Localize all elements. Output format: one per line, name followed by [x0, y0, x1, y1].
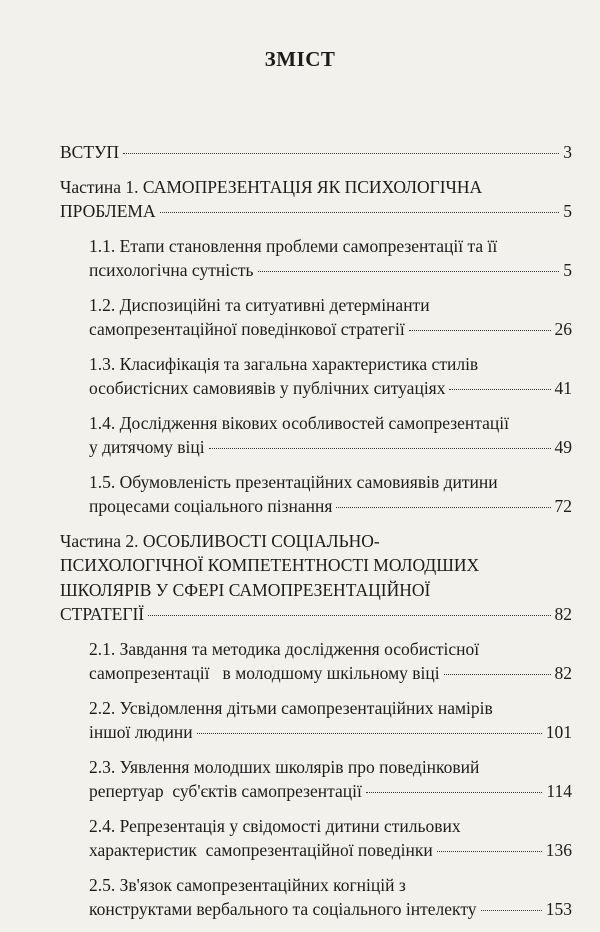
- toc-entry-part-1[interactable]: [60, 175, 572, 224]
- toc-entry-line: ПСИХОЛОГІЧНОЇ КОМПЕТЕНТНОСТІ МОЛОДШИХ: [60, 555, 480, 575]
- toc-entry-label: самопрезентації в молодшому шкільному віці: [89, 663, 440, 683]
- toc-entry-1-3[interactable]: [89, 352, 572, 401]
- toc-entry-2-4[interactable]: [89, 814, 572, 863]
- toc-entry-label: репертуар суб'єктів самопрезентації: [89, 781, 362, 801]
- toc-entry-1-4[interactable]: [89, 411, 572, 460]
- toc-page-number: 114: [546, 781, 572, 801]
- toc-entry-label: особистісних самовиявів у публічних ситуаціях: [89, 378, 446, 398]
- dot-leader: [258, 271, 560, 272]
- toc-entry-label: психологічна сутність: [89, 260, 254, 280]
- toc-page-number: 101: [545, 722, 572, 742]
- toc-entry-label: ПРОБЛЕМА: [60, 201, 156, 221]
- toc-entry-line: Частина 1. САМОПРЕЗЕНТАЦІЯ ЯК ПСИХОЛОГІЧНА: [60, 176, 483, 197]
- dot-leader: [336, 507, 550, 508]
- toc-page-number: 136: [545, 840, 572, 860]
- toc-entry-1-2[interactable]: [89, 293, 572, 342]
- dot-leader: [160, 212, 560, 213]
- toc-entry-2-1[interactable]: [89, 637, 572, 686]
- toc-page-number: 5: [563, 260, 572, 280]
- dot-leader: [197, 733, 542, 734]
- table-of-contents: [60, 140, 572, 932]
- toc-entry-part-2[interactable]: [60, 529, 572, 627]
- dot-leader: [366, 792, 543, 793]
- toc-entry-label: самопрезентаційної поведінкової стратегії: [89, 319, 405, 339]
- toc-entry-line: Частина 2. ОСОБЛИВОСТІ СОЦІАЛЬНО-: [60, 530, 380, 551]
- toc-entry-line: 2.1. Завдання та методика дослідження особистісної: [89, 638, 480, 659]
- toc-entry-label: характеристик самопрезентаційної поведінки: [89, 840, 433, 860]
- toc-entry-line: 2.5. Зв'язок самопрезентаційних когніцій з: [89, 874, 406, 895]
- toc-page-number: 82: [554, 604, 572, 624]
- toc-entry-label: конструктами вербального та соціального інтелекту: [89, 899, 477, 919]
- toc-entry-line: 2.3. Уявлення молодших школярів про поведінковий: [89, 756, 480, 777]
- toc-entry-line: 1.5. Обумовленість презентаційних самовиявів дитини: [89, 471, 498, 492]
- dot-leader: [209, 448, 551, 449]
- toc-entry-1-1[interactable]: [89, 234, 572, 283]
- toc-entry-line: 1.4. Дослідження вікових особливостей самопрезентації: [89, 412, 509, 433]
- dot-leader: [481, 910, 542, 911]
- toc-entry-line: ШКОЛЯРІВ У СФЕРІ САМОПРЕЗЕНТАЦІЙНОЇ: [60, 579, 431, 600]
- toc-page-number: 5: [563, 201, 572, 221]
- toc-entry-line: 2.2. Усвідомлення дітьми самопрезентаційних намірів: [89, 697, 493, 718]
- dot-leader: [148, 615, 550, 616]
- toc-entry-line: 1.2. Диспозиційні та ситуативні детермінанти: [89, 294, 430, 315]
- toc-page-number: 153: [545, 899, 572, 919]
- toc-entry-line: 1.1. Етапи становлення проблеми самопрезентації та її: [89, 235, 498, 256]
- toc-page-number: 26: [554, 319, 572, 339]
- toc-page-number: 49: [554, 437, 572, 457]
- toc-entry-2-3[interactable]: [89, 755, 572, 804]
- dot-leader: [444, 674, 551, 675]
- toc-entry-label: іншої людини: [89, 722, 193, 742]
- toc-entry-line: 2.4. Репрезентація у свідомості дитини стильових: [89, 815, 461, 836]
- toc-entry-label: у дитячому віці: [89, 437, 205, 457]
- dot-leader: [437, 851, 542, 852]
- toc-page-number: 41: [554, 378, 572, 398]
- toc-entry-label: СТРАТЕГІЇ: [60, 604, 145, 624]
- toc-entry-label: процесами соціального пізнання: [89, 496, 333, 516]
- toc-page-number: 82: [554, 663, 572, 683]
- toc-entry-intro[interactable]: [60, 140, 572, 165]
- dot-leader: [409, 330, 551, 331]
- toc-page-number: 3: [563, 142, 572, 162]
- dot-leader: [449, 389, 550, 390]
- toc-page-number: 72: [554, 496, 572, 516]
- toc-entry-label: ВСТУП: [60, 142, 120, 162]
- dot-leader: [123, 153, 559, 154]
- toc-entry-1-5[interactable]: [89, 470, 572, 519]
- toc-entry-2-5[interactable]: [89, 873, 572, 922]
- toc-entry-2-2[interactable]: [89, 696, 572, 745]
- toc-entry-line: 1.3. Класифікація та загальна характеристика стилів: [89, 353, 479, 374]
- page-title: ЗМІСТ: [264, 47, 336, 71]
